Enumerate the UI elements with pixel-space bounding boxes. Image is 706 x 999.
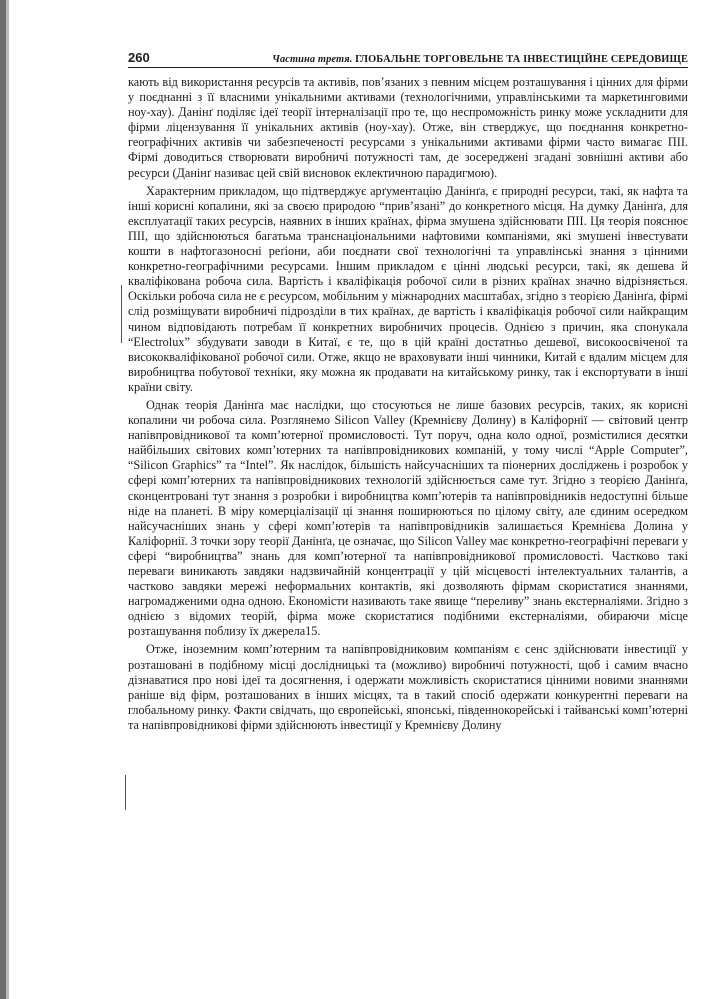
running-header: [128, 50, 688, 68]
margin-pencil-mark: [121, 285, 122, 343]
book-page: [128, 50, 688, 736]
scan-edge-gutter: [6, 0, 9, 999]
paragraph-4: Отже, іноземним комп’ютерним та напівпровідниковим компаніям є сенс здійснювати інвестиції у розташовані в подібному місці дослідницькі та (можливо) виробничі потужності, щоб і самим вчасно дізнаватися про нові ідеї та досягнення, і одержати можливість скористатися цінними новими знаннями раніше від фірм, розташованих в інших місцях, та в такий спосіб одержати конкурентні переваги на глобальному ринку. Факти свідчать, що європейські, японські, південнокорейські і тайванські комп’ютерні та напівпровідникові фірми здійснюють інвестиції у Кремнієву Долину: [128, 642, 688, 732]
running-title: [272, 54, 688, 65]
paragraph-1: кають від використання ресурсів та активів, пов’язаних з певним місцем розташування і цінних для фірми у поєднанні з її власними унікальними активами (технологічними, управлінськими та маркетинговими ноу-хау). Данінґ поділяє ідеї теорії інтерналізації про те, що неспроможність ринку може ускладнити для фірми ліцензування її унікальних активів (ноу-хау). Отже, він стверджує, що поєднання конкретно-географічних активів чи забезпеченості ресурсами з унікальними активами фірми часто вимагає ПІІ. Фірмі доводиться створювати виробничі потужності там, де зосереджені згадані зовнішні активи або ресурси (Данінґ називає цей свій висновок еклектичною парадигмою).: [128, 75, 688, 180]
paragraph-2: Характерним прикладом, що підтверджує арґументацію Данінґа, є природні ресурси, такі, як нафта та інші корисні копалини, які за своєю природою “прив’язані” до конкретного місця. На думку Данінґа, для експлуатації таких ресурсів, наявних в інших країнах, фірма змушена здійснювати ПІІ. Ця теорія пояснює ПІІ, що здійснюються багатьма транснаціональними нафтовими компаніями, які змушені інвестувати кошти в нафтогазоносні реґіони, аби поєднати свої технологічні та управлінські знання з цінними конкретно-географічними ресурсами. Іншим прикладом є цінні людські ресурси, такі, як дешева й кваліфікована робоча сила. Вартість і кваліфікація робочої сили в різних країнах значно відрізняється. Оскільки робоча сила не є ресурсом, мобільним у міжнародних масштабах, згідно з теорією Данінґа, фірмі слід розміщувати виробничі підрозділи в тих країнах, де вартість і кваліфікація робочої сили найкращим чином відповідають потребам її конкретних виробничих процесів. Однією з причин, яка спонукала “Electrolux” збудувати заводи в Китаї, є те, що в цій країні достатньо дешевої, високоосвіченої та висококваліфікованої робочої сили. Отже, якщо не враховувати інші чинники, Китай є вдалим місцем для виробництва побутової техніки, яку можна як продавати на китайському ринку, так і експортувати в інші країни світу.: [128, 183, 688, 394]
body-text: [128, 75, 688, 733]
margin-pencil-mark: [125, 775, 126, 810]
page-number: 260: [128, 50, 150, 65]
part-label: Частина третя.: [272, 54, 353, 65]
paragraph-3: Однак теорія Данінґа має наслідки, що стосуються не лише базових ресурсів, таких, як корисні копалини чи робоча сила. Розглянемо Silicon Valley (Кремнієву Долину) в Каліфорнії — світовий центр напівпровідникової та комп’ютерної промисловості. Тут поруч, одна коло одної, розмістилися десятки найбільших світових комп’ютерних та напівпровідникових компаній, у тому числі “Apple Computer”, “Silicon Graphics” та “Intel”. Як наслідок, більшість найсучасніших та піонерних досліджень і розробок у сфері комп’ютерних та напівпровідникових технологій здійснюється саме тут. Згідно з теорією Данінґа, сконцентровані тут знання з розробки і виробництва комп’ютерів та напівпровідників недоступні більше ніде на планеті. В міру комерціалізації ці знання поширюються по цілому світу, але єдиним осередком найсучасніших знань у сфері комп’ютерів та напівпровідників залишається Кремнієва Долина у Каліфорнії. З точки зору теорії Данінґа, це означає, що Silicon Valley має конкретно-географічні переваги у сфері “виробництва” знань для комп’ютерної та напівпровідникової промисловості. Частково такі переваги виникають завдяки надзвичайній концентрації у цій місцевості інтелектуальних талантів, а частково завдяки мережі неформальних контактів, які дозволяють фірмам скористатися знаннями, нагромадженими одна одною. Економісти називають таке явище “переливу” знань екстерналіями. Згідно з однією з відомих теорій, фірма може скористатися подібними екстерналіями, обираючи місце розташування поблизу їх джерела15.: [128, 397, 688, 639]
section-title: ГЛОБАЛЬНЕ ТОРГОВЕЛЬНЕ ТА ІНВЕСТИЦІЙНЕ СЕРЕДОВИЩЕ: [355, 54, 688, 65]
